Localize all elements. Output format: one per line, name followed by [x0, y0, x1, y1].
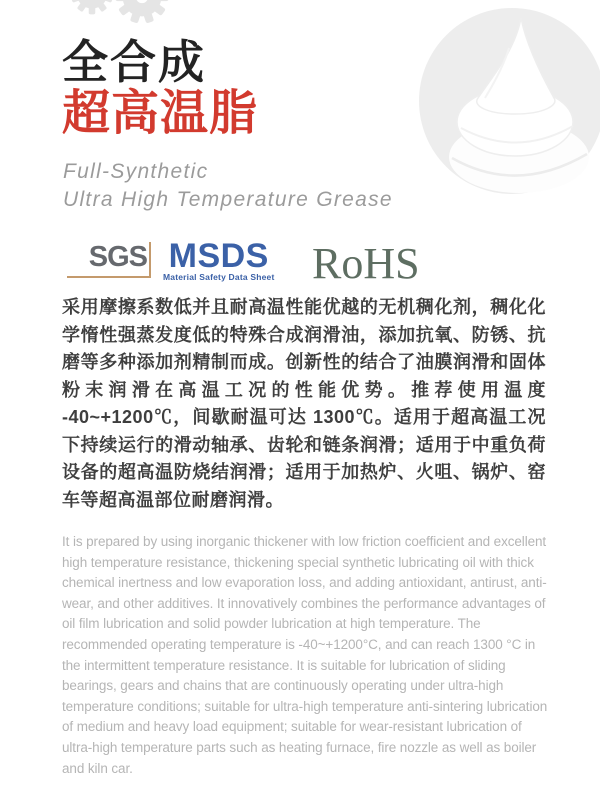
product-photo [417, 8, 600, 195]
subtitle-line-2: Ultra High Temperature Grease [63, 188, 393, 211]
title-line-red: 超高温脂 [62, 87, 259, 140]
grease-dollop-image [417, 8, 600, 195]
title-line-black: 全合成 [62, 36, 206, 88]
description-english: It is prepared by using inorganic thickener with low friction coefficient and excellent high temperature resistance, thickening special synthetic lubricating oil with thick chemical inertness and low evaporation loss, and adding antioxidant, antirust, anti-wear, and other additives. It innovatively combines the performance advantages of oil film lubrication and solid powder lubrication at high temperature. The recommended operating temperature is -40~+1200°C, and can reach 1300 °C in the intermittent temperature resistance. It is suitable for lubrication of sliding bearings, gears and chains that are continuously operating under ultra-high temperature conditions; suitable for ultra-high temperature anti-sintering lubrication of medium and heavy load equipment; suitable for wear-resistant lubrication of ultra-high temperature parts such as heating furnace, fire nozzle as well as boiler and kiln car. [62, 534, 548, 776]
sgs-logo-text: SGS [88, 241, 147, 273]
sgs-logo-line [149, 242, 151, 278]
msds-logo-subtext: Material Safety Data Sheet [163, 272, 275, 282]
subtitle-line-1: Full-Synthetic [63, 160, 209, 183]
product-title-en [63, 158, 393, 214]
msds-logo-text: MSDS [168, 237, 269, 275]
certification-logos [62, 237, 422, 288]
msds-logo [163, 237, 275, 282]
rohs-logo: RoHS [312, 239, 420, 288]
description-chinese: 采用摩擦系数低并且耐高温性能优越的无机稠化剂，稠化化学惰性强蒸发度低的特殊合成润滑油，添加抗氧、防锈、抗磨等多种添加剂精制而成。创新性的结合了油膜润滑和固体粉末润滑在高温工况的性能优势。推荐使用温度 -40~+1200℃，间歇耐温可达 1300℃。适用于超高温工况下持续运行的滑动轴承、齿轮和链条润滑；适用于中重负荷设备的超高温防烧结润滑；适用于加热炉、火咀、锅炉、窑车等超高温部位耐磨润滑。 [62, 297, 546, 510]
sgs-logo [67, 242, 149, 278]
product-title-cn [62, 36, 258, 140]
gear-icon [66, 0, 196, 32]
